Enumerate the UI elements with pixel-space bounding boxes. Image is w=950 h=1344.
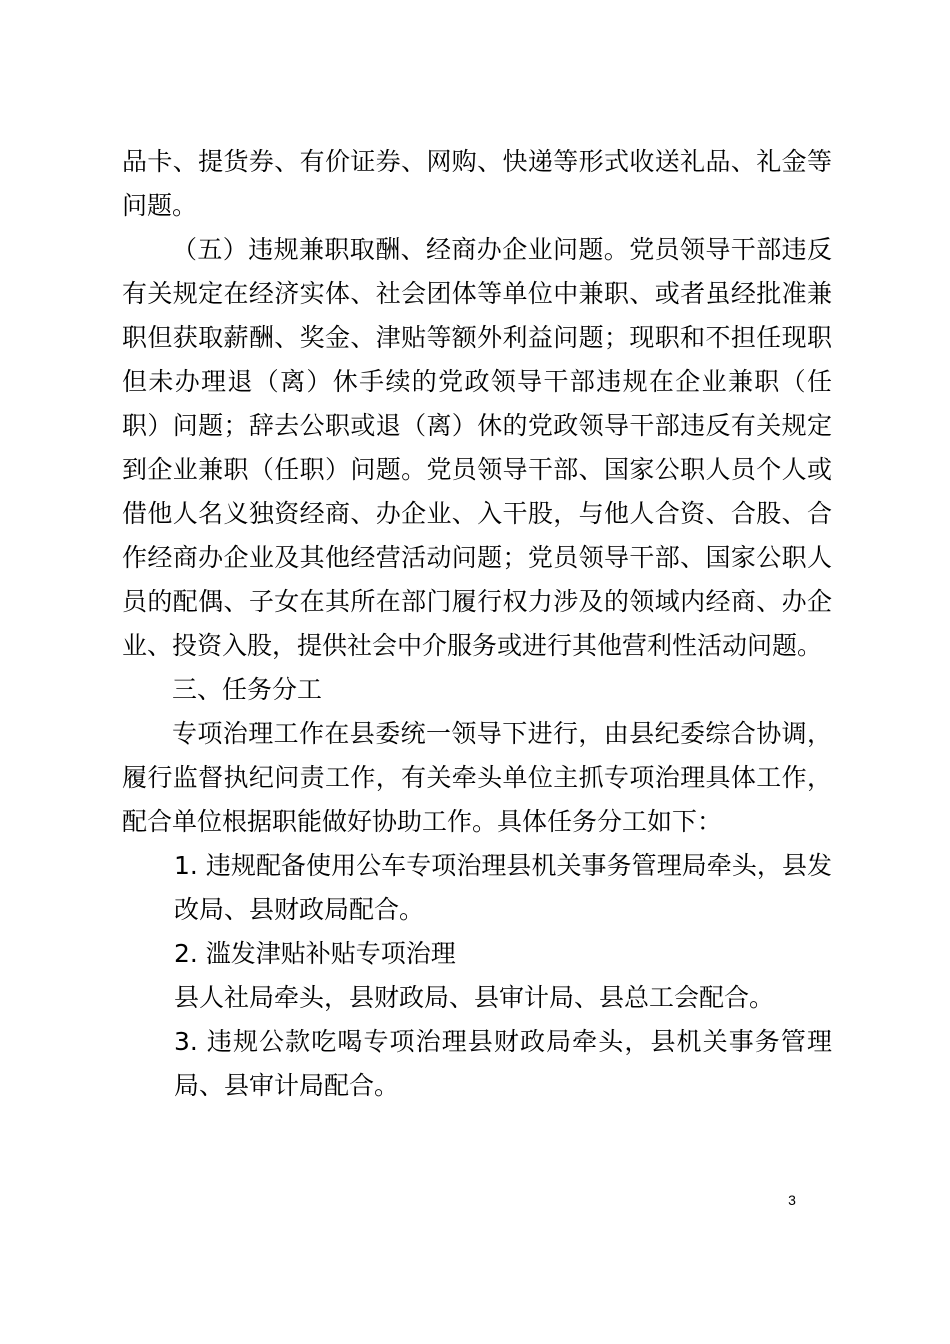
list-item-2-allowances-detail: 县人社局牵头，县财政局、县审计局、县总工会配合。 <box>174 983 775 1012</box>
paragraph-part-time-jobs: （五）违规兼职取酬、经商办企业问题。党员领导干部违反有关规定在经济实体、社会团体等单位中兼职、或者虽经批准兼职但获取薪酬、奖金、津贴等额外利益问题；现职和不担任现职但未办理退（离）休手续的党政领导干部违规在企业兼职（任职）问题；辞去公职或退（离）休的党政领导干部违反有关规定到企业兼职（任职）问题。党员领导干部、国家公职人员个人或借他人名义独资经商、办企业、入干股，与他人合资、合股、合作经商办企业及其他经营活动问题；党员领导干部、国家公职人员的配偶、子女在其所在部门履行权力涉及的领域内经商、办企业、投资入股，提供社会中介服务或进行其他营利性活动问题。 <box>122 235 832 660</box>
list-item-1-official-cars: 1. 违规配备使用公车专项治理县机关事务管理局牵头，县发改局、县财政局配合。 <box>174 851 832 924</box>
list-item-3-public-banquets: 3. 违规公款吃喝专项治理县财政局牵头，县机关事务管理局、县审计局配合。 <box>174 1027 832 1100</box>
page-number: 3 <box>788 1192 796 1208</box>
paragraph-task-division-intro: 专项治理工作在县委统一领导下进行，由县纪委综合协调，履行监督执纪问责工作，有关牵头单位主抓专项治理具体工作，配合单位根据职能做好协助工作。具体任务分工如下： <box>122 719 832 836</box>
section-heading-task-division: 三、任务分工 <box>172 675 323 704</box>
document-body <box>122 140 832 1108</box>
list-item-2-allowances: 2. 滥发津贴补贴专项治理 <box>174 939 456 968</box>
paragraph-gift-cards-continued: 品卡、提货券、有价证券、网购、快递等形式收送礼品、礼金等问题。 <box>122 147 832 220</box>
